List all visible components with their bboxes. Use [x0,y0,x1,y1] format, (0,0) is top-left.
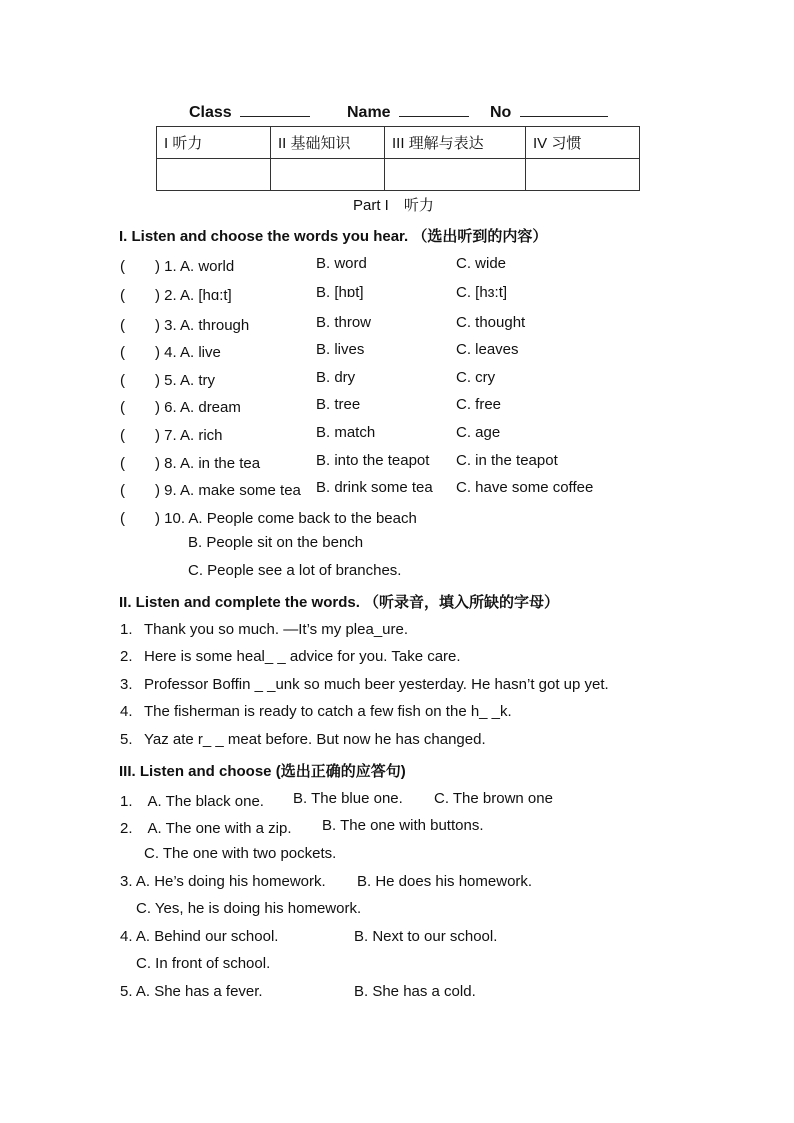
section1-item-9-stem: ( ) 9. A. make some tea [120,482,301,499]
section1-item-3-option-b: B. throw [316,314,372,331]
section2-item-4-text: The fisherman is ready to catch a few fish on the h_ _k. [144,703,512,720]
score-table [156,126,640,191]
part-title: Part I 听力 [353,197,434,214]
q3-option-a: 3. A. He’s doing his homework. [120,873,326,890]
section1-item-1-stem: ( ) 1. A. world [120,258,235,275]
score-header-basics: II 基础知识 [271,127,385,159]
section1-item-6-option-b: B. tree [316,396,361,413]
class-label: Class [189,104,232,121]
section1-item10-option-b: B. People sit on the bench [188,534,364,551]
section1-item-1-option-b: B. word [316,255,367,272]
q3-option-c: C. Yes, he is doing his homework. [136,900,362,917]
score-cell-comprehension[interactable] [385,159,526,191]
section2-item-5-number: 5. [120,731,133,748]
section1-item10-stem: ( ) 10. A. People come back to the beach [120,510,417,527]
section1-item-2-stem: ( ) 2. A. [hɑ:t] [120,287,232,304]
section1-item-2-option-b: B. [hɒt] [316,284,364,301]
section2-item-1-number: 1. [120,621,133,638]
score-cell-habits[interactable] [526,159,640,191]
class-blank[interactable] [240,102,310,117]
section1-item10-option-c: C. People see a lot of branches. [188,562,402,579]
name-field [347,102,469,122]
q4-option-c: C. In front of school. [136,955,271,972]
section3-title: III. Listen and choose (选出正确的应答句) [119,763,406,780]
section2-item-2-text: Here is some heal_ _ advice for you. Take care. [144,648,461,665]
no-field [490,102,608,122]
no-blank[interactable] [520,102,608,117]
section1-item-5-stem: ( ) 5. A. try [120,372,216,389]
class-field [189,102,310,122]
section1-item-4-stem: ( ) 4. A. live [120,344,221,361]
section1-item-7-stem: ( ) 7. A. rich [120,427,223,444]
score-header-habits: IV 习惯 [526,127,640,159]
section2-item-3-number: 3. [120,676,133,693]
no-label: No [490,104,512,121]
q2-option-c: C. The one with two pockets. [144,845,337,862]
score-table-header-row [157,127,640,159]
section2-item-4-number: 4. [120,703,133,720]
q5-option-b: B. She has a cold. [354,983,476,1000]
section1-item-9-option-c: C. have some coffee [456,479,594,496]
name-blank[interactable] [399,102,469,117]
q1-option-a: 1. A. The black one. [120,793,264,810]
section1-item-4-option-b: B. lives [316,341,365,358]
section1-item-5-option-b: B. dry [316,369,356,386]
section1-item-6-stem: ( ) 6. A. dream [120,399,241,416]
section1-title: I. Listen and choose the words you hear. （选出听到的内容） [119,228,548,245]
section1-item-3-option-c: C. thought [456,314,526,331]
q1-option-b: B. The blue one. [293,790,403,807]
section2-item-2-number: 2. [120,648,133,665]
section1-item-5-option-c: C. cry [456,369,496,386]
section1-item-8-option-c: C. in the teapot [456,452,558,469]
section1-item-7-option-c: C. age [456,424,501,441]
section2-item-5-text: Yaz ate r_ _ meat before. But now he has changed. [144,731,486,748]
score-cell-basics[interactable] [271,159,385,191]
section2-item-1-text: Thank you so much. —It’s my plea_ure. [144,621,409,638]
score-table-blank-row [157,159,640,191]
section1-item-1-option-c: C. wide [456,255,507,272]
score-header-listening: I 听力 [157,127,271,159]
section1-item-6-option-c: C. free [456,396,502,413]
score-header-comprehension: III 理解与表达 [385,127,526,159]
section1-item-4-option-c: C. leaves [456,341,519,358]
q2-option-b: B. The one with buttons. [322,817,484,834]
q4-option-a: 4. A. Behind our school. [120,928,279,945]
q5-option-a: 5. A. She has a fever. [120,983,263,1000]
section1-item-9-option-b: B. drink some tea [316,479,433,496]
section1-item-7-option-b: B. match [316,424,376,441]
q1-option-c: C. The brown one [434,790,553,807]
section2-item-3-text: Professor Boffin _ _unk so much beer yesterday. He hasn’t got up yet. [144,676,609,693]
section1-item-2-option-c: C. [hɜ:t] [456,284,508,301]
section2-title: II. Listen and complete the words. （听录音，填入所缺的字母） [119,594,560,611]
q2-option-a: 2. A. The one with a zip. [120,820,292,837]
q3-option-b: B. He does his homework. [357,873,533,890]
name-label: Name [347,104,391,121]
section1-item-8-option-b: B. into the teapot [316,452,430,469]
q4-option-b: B. Next to our school. [354,928,498,945]
section1-item-8-stem: ( ) 8. A. in the tea [120,455,261,472]
section1-item-3-stem: ( ) 3. A. through [120,317,250,334]
score-cell-listening[interactable] [157,159,271,191]
